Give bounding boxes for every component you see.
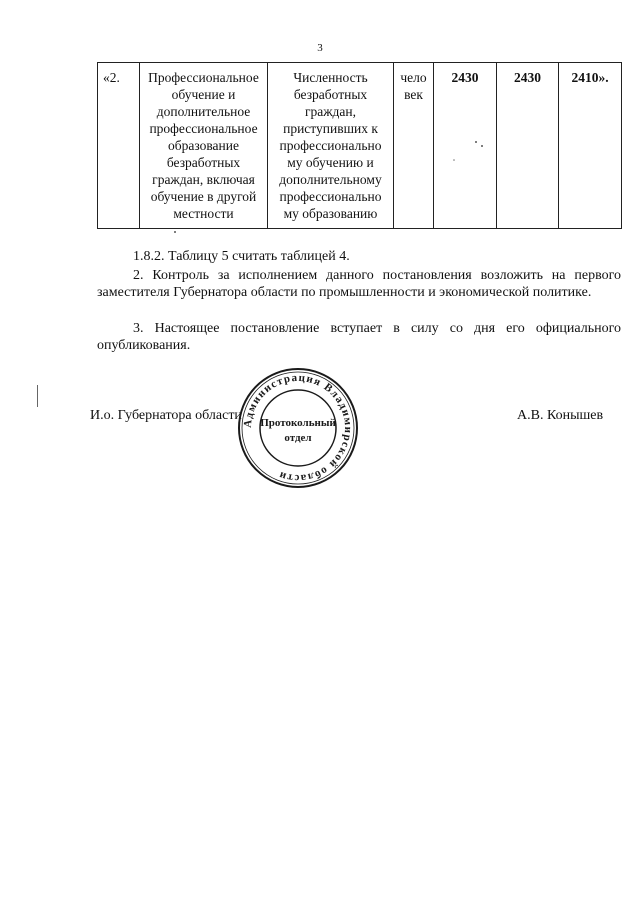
row-number: «2. — [98, 63, 140, 229]
value-cell-2: 2430 — [497, 63, 559, 229]
value-cell-3: 2410». — [559, 63, 622, 229]
paragraph-2: 2. Контроль за исполнением данного постановления возложить на первого заместителя Губернатора области по промышленности и экономической политике. — [97, 268, 621, 300]
indicator-name: Численность безработных граждан, приступивших к профессионально му обучению и дополнительному профессионально му образованию — [268, 63, 394, 229]
page-number: 3 — [317, 42, 323, 54]
seal-line-2: отдел — [284, 432, 312, 444]
measure-name: Профессиональное обучение и дополнительное профессиональное образование безработных граждан, включая обучение в другой местности — [140, 63, 268, 229]
seal-ring-text: Администрация Владимирской области — [241, 371, 355, 485]
signatory-name: А.В. Конышев — [517, 408, 604, 423]
value-cell-1: 2430 — [434, 63, 497, 229]
unit-cell: чело век — [394, 63, 434, 229]
seal-line-1: Протокольный — [260, 417, 336, 429]
signatory-position: И.о. Губернатора области — [90, 408, 242, 423]
paragraph-3: 3. Настоящее постановление вступает в силу со дня его официального опубликования. — [97, 321, 621, 353]
paragraph-1-8-2: 1.8.2. Таблицу 5 считать таблицей 4. — [133, 249, 350, 264]
